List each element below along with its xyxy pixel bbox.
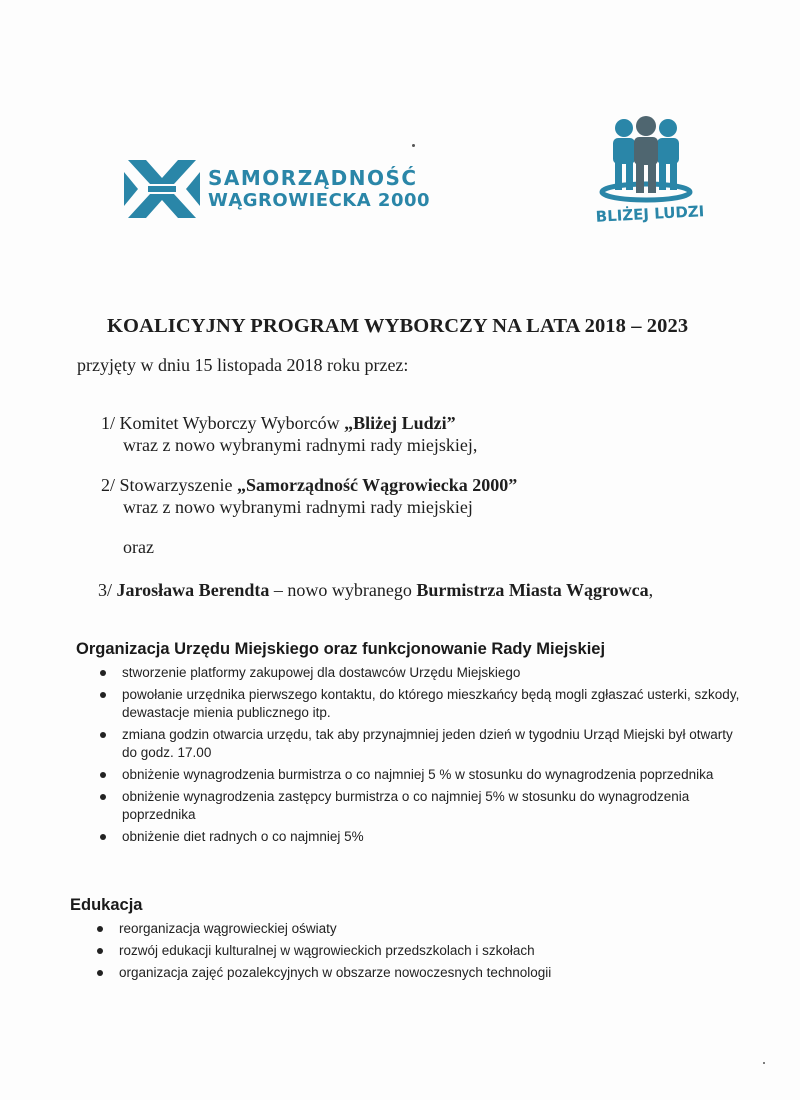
list-item: obniżenie wynagrodzenia zastępcy burmistrza o co najmniej 5% w stosunku do wynagrodzenia poprzednika — [100, 788, 740, 824]
blizej-ludzi-logo — [584, 116, 714, 228]
list-item: rozwój edukacji kulturalnej w wągrowieckich przedszkolach i szkołach — [97, 942, 737, 960]
logo-right-text: BLIŻEJ LUDZI — [595, 202, 705, 226]
section-heading-urzad: Organizacja Urzędu Miejskiego oraz funkcjonowanie Rady Miejskiej — [76, 640, 606, 658]
party-3-person: Jarosława Berendta — [116, 580, 270, 600]
section-list-edukacja — [97, 920, 737, 982]
list-item: organizacja zajęć pozalekcyjnych w obszarze nowoczesnych technologii — [97, 964, 737, 982]
bullet-icon — [100, 692, 106, 698]
party-2-prefix: 2/ Stowarzyszenie — [101, 475, 237, 495]
party-2-line2: wraz z nowo wybranymi radnymi rady miejskiej — [123, 497, 473, 517]
party-3-prefix: 3/ — [98, 580, 117, 600]
list-item: powołanie urzędnika pierwszego kontaktu, do którego mieszkańcy będą mogli zgłaszać usterki, szkody, dewastacje mienia publicznego itp. — [100, 686, 740, 722]
three-people-logo-icon — [584, 116, 714, 208]
list-item: obniżenie diet radnych o co najmniej 5% — [100, 828, 740, 846]
document-title: KOALICYJNY PROGRAM WYBORCZY NA LATA 2018 – 2023 — [107, 315, 689, 337]
party-2-line1 — [101, 475, 517, 496]
bullet-icon — [100, 670, 106, 676]
section-heading-edukacja: Edukacja — [70, 896, 143, 914]
oraz-text: oraz — [123, 537, 154, 557]
samorzadnosc-logo — [124, 160, 431, 220]
list-item: stworzenie platformy zakupowej dla dostawców Urzędu Miejskiego — [100, 664, 740, 682]
party-2-name: „Samorządność Wągrowiecka 2000” — [236, 475, 518, 495]
bullet-icon — [100, 794, 106, 800]
scan-speck — [412, 144, 415, 147]
scan-speck — [763, 1062, 765, 1064]
party-1-name: „Bliżej Ludzi” — [344, 413, 456, 433]
party-1-line1 — [101, 413, 456, 434]
bullet-icon — [97, 926, 103, 932]
list-item: reorganizacja wągrowieckiej oświaty — [97, 920, 737, 938]
party-3-office: Burmistrza Miasta Wągrowca — [416, 580, 649, 600]
section-list-urzad — [100, 664, 740, 846]
list-item: obniżenie wynagrodzenia burmistrza o co najmniej 5 % w stosunku do wynagrodzenia poprzednika — [100, 766, 740, 784]
crossed-arrows-logo-icon — [124, 160, 200, 218]
bullet-icon — [100, 772, 106, 778]
adopted-line: przyjęty w dniu 15 listopada 2018 roku przez: — [77, 355, 409, 375]
logo-left-line1: SAMORZĄDNOŚĆ — [208, 166, 418, 190]
bullet-icon — [97, 948, 103, 954]
bullet-icon — [100, 732, 106, 738]
party-1-prefix: 1/ Komitet Wyborczy Wyborców — [101, 413, 345, 433]
party-3-line — [98, 580, 653, 601]
list-item: zmiana godzin otwarcia urzędu, tak aby przynajmniej jeden dzień w tygodniu Urząd Miejski był otwarty do godz. 17.00 — [100, 726, 740, 762]
bullet-icon — [100, 834, 106, 840]
party-3-suffix: , — [648, 580, 654, 600]
logo-left-line2: WĄGROWIECKA 2000 — [208, 190, 431, 211]
party-3-middle: – nowo wybranego — [269, 580, 417, 600]
bullet-icon — [97, 970, 103, 976]
party-1-line2: wraz z nowo wybranymi radnymi rady miejskiej, — [123, 435, 478, 455]
